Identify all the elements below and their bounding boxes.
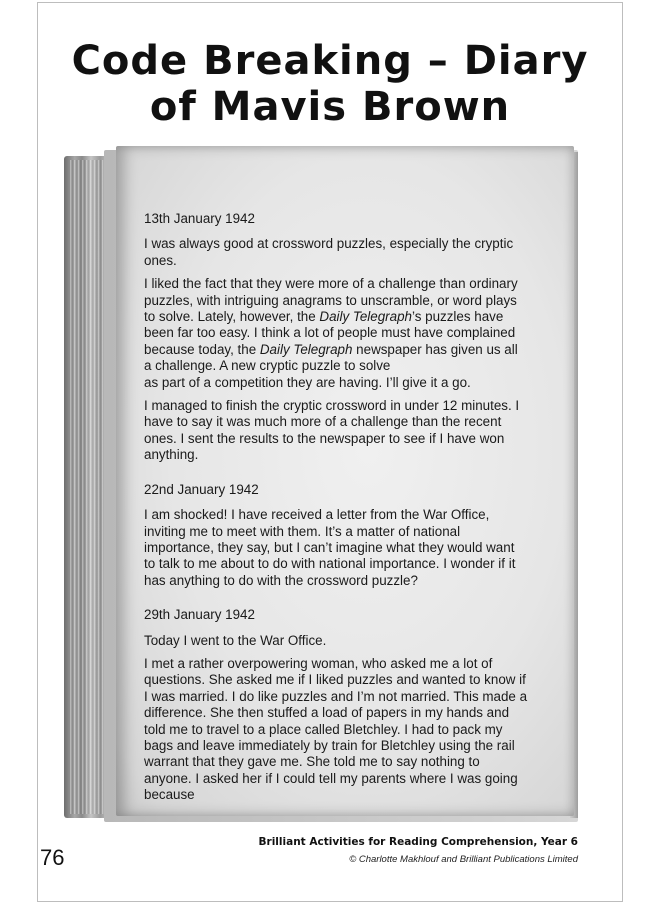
book-title-footer: Brilliant Activities for Reading Comprehension, Year 6 xyxy=(258,836,578,848)
text-run: I managed to finish the cryptic crossword in under 12 minutes. I have to say it was much more of a challenge than the recent ones. I sent the results to the newspaper to see if I have won anything. xyxy=(144,398,520,463)
page-number: 76 xyxy=(40,845,65,870)
text-run: I met a rather overpowering woman, who asked me a lot of questions. She asked me if I liked puzzles and wanted to know if I was married. I do like puzzles and I’m not married. This made a difference. She then stuffed a load of papers in my hands and told me to travel to a place called Bletchley. I had to pack my bags and leave immediately by train for Bletchley using the rail warrant that they gave me. She told me to say nothing to anyone. I asked her if I could tell my parents where I was going because xyxy=(144,655,528,803)
text-run: ’s puzzles have been far too easy. I think a lot of people must have complained because today, the xyxy=(144,309,516,357)
text-run: as part of a competition they are having. I’ll give it a go. xyxy=(144,374,471,390)
entry-paragraph xyxy=(144,656,528,804)
text-run: I was always good at crossword puzzles, especially the cryptic ones. xyxy=(144,236,514,268)
newspaper-name: Daily Telegraph xyxy=(319,309,412,325)
text-run: I liked the fact that they were more of a challenge than ordinary puzzles, with intriguing anagrams to unscramble, or word plays to solve. Lately, however, the xyxy=(144,276,518,325)
entry-paragraph xyxy=(144,507,528,589)
text-run: newspaper has given us all a challenge. A new cryptic puzzle to solve xyxy=(144,341,518,374)
diary-text xyxy=(144,211,528,822)
entry-paragraph xyxy=(144,633,528,649)
page-title: Code Breaking – Diary of Mavis Brown xyxy=(71,38,589,130)
entry-paragraph xyxy=(144,236,528,269)
entry-date: 29th January 1942 xyxy=(144,607,255,623)
entry-paragraph xyxy=(144,398,528,464)
entry-date: 13th January 1942 xyxy=(144,211,255,226)
text-run: I am shocked! I have received a letter from the War Office, inviting me to meet with them. It’s a matter of national importance, they say, but I can’t imagine what they would want to talk to me about to do with national importance. I wonder if it has anything to do with the crossword puzzle? xyxy=(144,507,516,588)
text-run: Today I went to the War Office. xyxy=(144,632,327,648)
diary-entry xyxy=(144,482,528,589)
copyright-notice: © Charlotte Makhlouf and Brilliant Publications Limited xyxy=(349,854,578,865)
diary-entry xyxy=(144,607,528,803)
newspaper-name: Daily Telegraph xyxy=(259,341,353,357)
diary-entry xyxy=(144,211,528,464)
entry-paragraph xyxy=(144,276,528,391)
entry-date: 22nd January 1942 xyxy=(144,481,259,497)
